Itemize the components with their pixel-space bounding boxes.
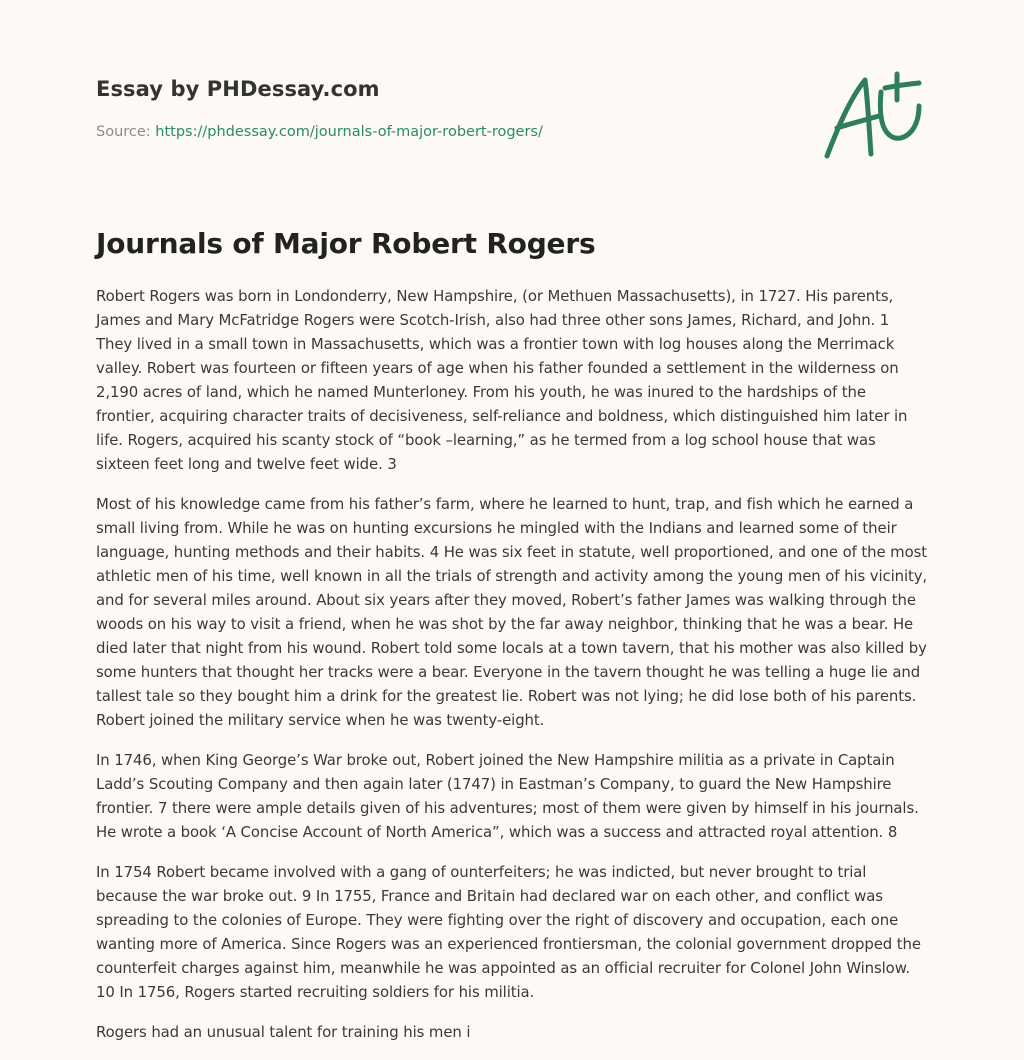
essay-content bbox=[96, 224, 928, 1060]
essay-paragraph: Rogers had an unusual talent for training his men i bbox=[96, 1023, 471, 1041]
source-label: Source: bbox=[96, 124, 156, 140]
source-line bbox=[96, 124, 543, 140]
site-title: Essay by PHDessay.com bbox=[96, 77, 380, 101]
essay-paragraph: In 1754 Robert became involved with a gang of ounterfeiters; he was indicted, but never brought to trial because the war broke out. 9 In 1755, France and Britain had declared war on each other, and conflict was spreading to the colonies of Europe. They were fighting over the right of discovery and occupation, each one wanting more of America. Since Rogers was an experienced frontiersman, the colonial government dropped the counterfeit charges against him, meanwhile he was appointed as an official recruiter for Colonel John Winslow. 10 In 1756, Rogers started recruiting soldiers for his militia. bbox=[96, 863, 921, 1001]
page-header bbox=[0, 0, 1024, 200]
essay-paragraph: Most of his knowledge came from his father’s farm, where he learned to hunt, trap, and fish which he earned a small living from. While he was on hunting excursions he mingled with the Indians and learned some of their language, hunting methods and their habits. 4 He was six feet in statute, well proportioned, and one of the most athletic men of his time, well known in all the trials of strength and activity among the young men of his vicinity, and for several miles around. About six years after they moved, Robert’s father James was walking through the woods on his way to visit a friend, when he was shot by the far away neighbor, thinking that he was a bear. He died later that night from his wound. Robert told some locals at a town tavern, that his mother was also killed by some hunters that thought her tracks were a bear. Everyone in the tavern thought he was telling a huge lie and tallest tale so they bought him a drink for the greatest lie. Robert was not lying; he did lose both of his parents. Robert joined the military service when he was twenty-eight. bbox=[96, 495, 928, 729]
source-link[interactable]: https://phdessay.com/journals-of-major-robert-rogers/ bbox=[155, 124, 543, 140]
a-plus-grade-icon bbox=[815, 66, 930, 164]
essay-paragraph: Robert Rogers was born in Londonderry, New Hampshire, (or Methuen Massachusetts), in 1727. His parents, James and Mary McFatridge Rogers were Scotch-Irish, also had three other sons James, Richard, and John. 1 They lived in a small town in Massachusetts, which was a frontier town with log houses along the Merrimack valley. Robert was fourteen or fifteen years of age when his father founded a settlement in the wilderness on 2,190 acres of land, which he named Munterloney. From his youth, he was inured to the hardships of the frontier, acquiring character traits of decisiveness, self-reliance and boldness, which distinguished him later in life. Rogers, acquired his scanty stock of “book –learning,” as he termed from a log school house that was sixteen feet long and twelve feet wide. 3 bbox=[96, 287, 908, 473]
essay-paragraph: In 1746, when King George’s War broke out, Robert joined the New Hampshire militia as a private in Captain Ladd’s Scouting Company and then again later (1747) in Eastman’s Company, to guard the New Hampshire frontier. 7 there were ample details given of his adventures; most of them were given by himself in his journals. He wrote a book ‘A Concise Account of North America”, which was a success and attracted royal attention. 8 bbox=[96, 751, 919, 841]
essay-body bbox=[96, 284, 928, 1044]
essay-title: Journals of Major Robert Rogers bbox=[96, 227, 596, 260]
